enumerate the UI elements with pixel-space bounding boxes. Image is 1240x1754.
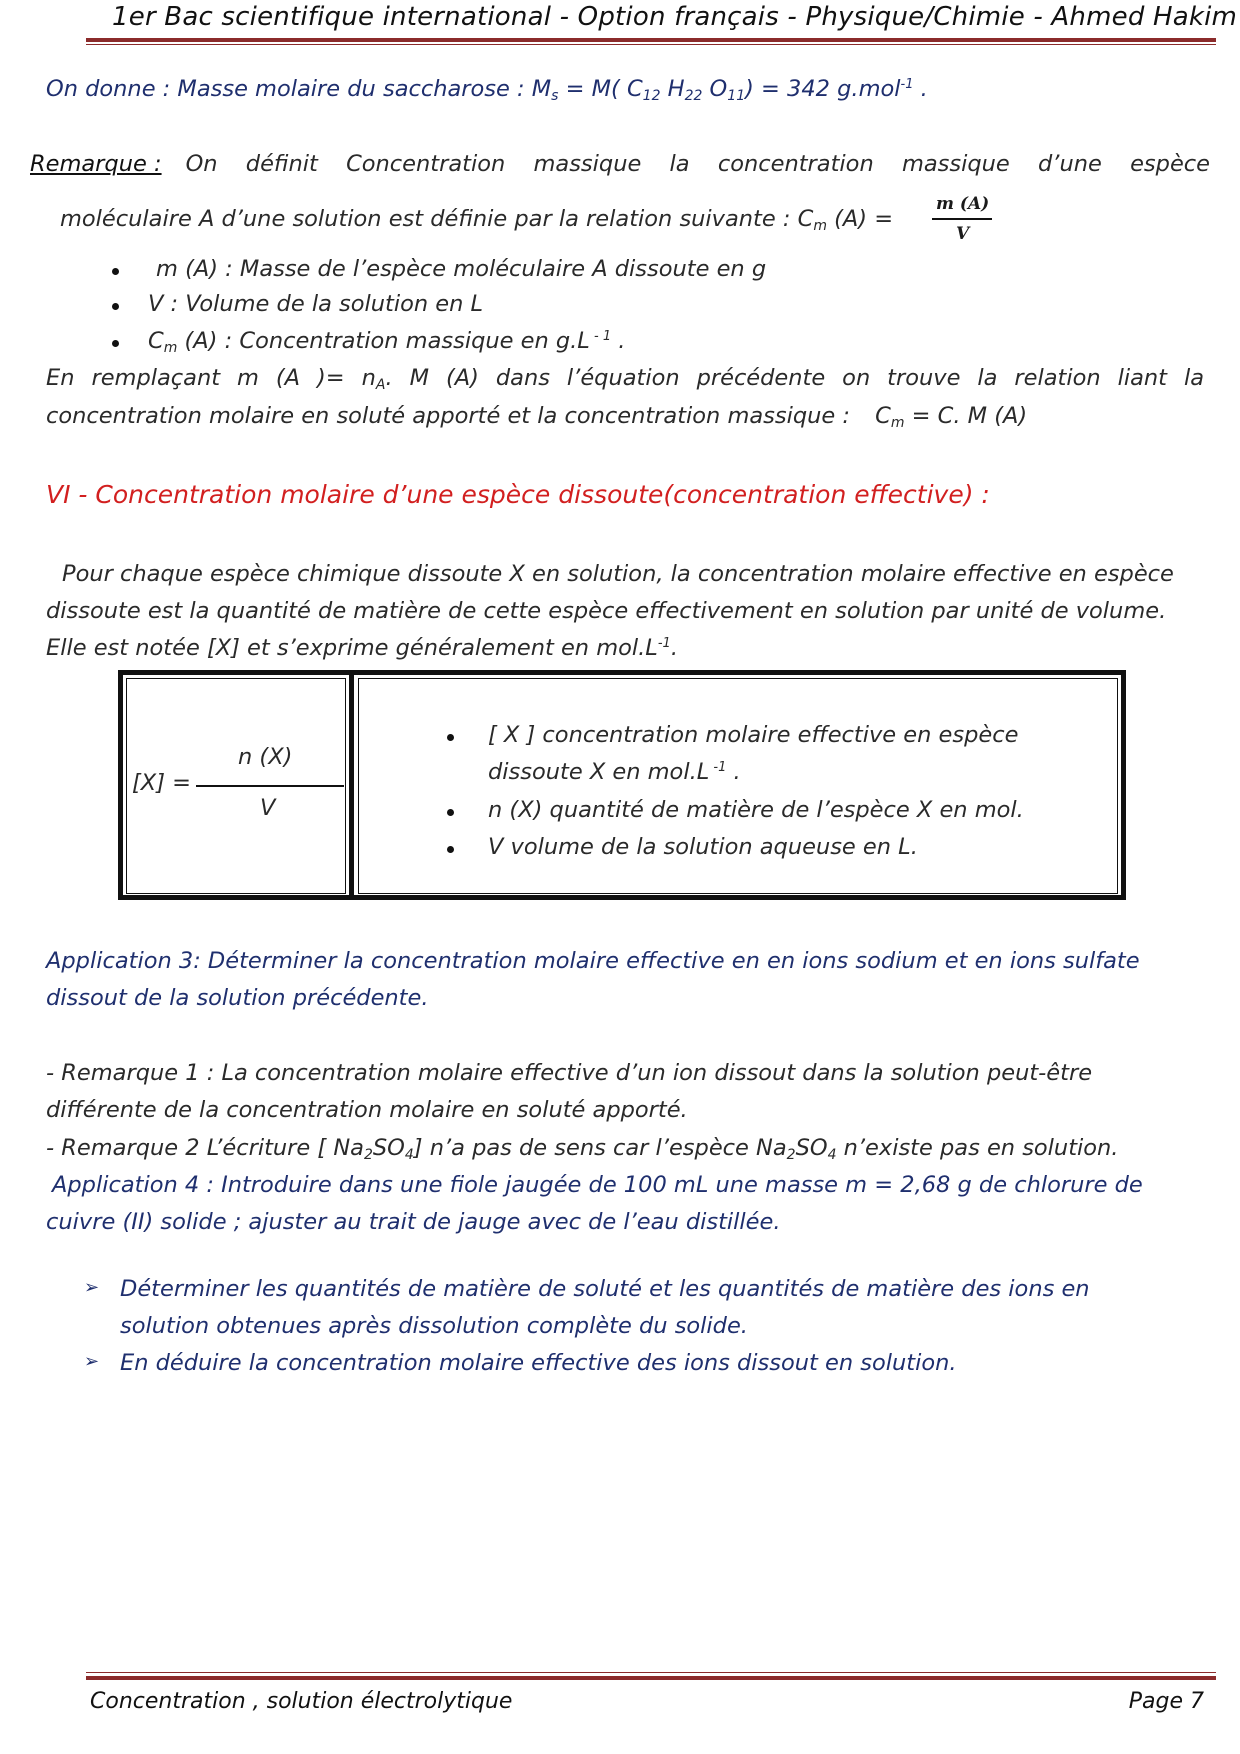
bullet-dot <box>447 734 454 741</box>
remark-1-line-2: différente de la concentration molaire en soluté apporté. <box>46 1097 688 1123</box>
application-4-line-2: cuivre (II) solide ; ajuster au trait de jauge avec de l’eau distillée. <box>46 1209 781 1235</box>
legend-item-1-line-2: dissoute X en mol.L $^{-1}$ . <box>488 759 741 785</box>
section-vi-para-line-1: Pour chaque espèce chimique dissoute X en solution, la concentration molaire effective en espèce <box>62 561 1174 587</box>
header-rule <box>86 38 1216 42</box>
molar-mass-line: On donne : Masse molaire du saccharose : $M_s = M$( $C_{12}$ $H_{22}$ $O_{11}) = 342$ g.mol$^{-1}$ . <box>46 76 928 104</box>
remarque-label: Remarque : <box>30 151 162 177</box>
page-header-title: 1er Bac scientifique international - Option français - Physique/Chimie - Ahmed Hakim <box>112 2 1238 32</box>
arrow-bullet-icon: ➢ <box>84 1351 100 1372</box>
legend-item-3: V volume de la solution aqueuse en L. <box>488 834 918 860</box>
remarque-line-2: moléculaire A d’une solution est définie par la relation suivante : $C_m$ (A) = <box>60 206 894 234</box>
formula-denominator: V <box>260 795 276 821</box>
header-rule-thin <box>86 44 1216 45</box>
bullet-dot <box>112 303 119 310</box>
remark-2: - Remarque 2 L’écriture [ $Na_2SO_4$] n’a pas de sens car l’espèce $Na_2SO_4$ n’existe pas en solution. <box>46 1135 1119 1163</box>
relation-formula: $C_m = C$. M (A) <box>875 403 1028 431</box>
application-4-line-1: Application 4 : Introduire dans une fiole jaugée de 100 mL une masse m = 2,68 g de chlorure de <box>52 1172 1143 1198</box>
formula-numerator: n (X) <box>238 744 293 770</box>
replacement-line-2: concentration molaire en soluté apporté et la concentration massique : $C_m = C$. M (A) <box>46 403 1028 431</box>
footer-chapter-title: Concentration , solution électrolytique <box>90 1689 513 1714</box>
section-vi-para-line-2: dissoute est la quantité de matière de cette espèce effectivement en solution par unité de volume. <box>46 598 1167 624</box>
bullet-dot <box>447 846 454 853</box>
mass-conc-fraction-numerator: m (A) <box>936 194 990 214</box>
page-number: Page 7 <box>1128 1689 1204 1714</box>
application-4-item-1-line-1: Déterminer les quantités de matière de soluté et les quantités de matière des ions en <box>120 1276 1090 1302</box>
bullet-volume: V : Volume de la solution en L <box>148 291 484 317</box>
legend-item-2: n (X) quantité de matière de l’espèce X en mol. <box>488 797 1024 823</box>
application-3-line-2: dissout de la solution précédente. <box>46 985 429 1011</box>
remark-1-line-1: - Remarque 1 : La concentration molaire effective d’un ion dissout dans la solution peut-être <box>46 1060 1093 1086</box>
bullet-dot <box>112 340 119 347</box>
fraction-bar <box>932 218 992 220</box>
formula-lhs: [X] = <box>132 770 191 796</box>
section-vi-para-line-3: Elle est notée [X] et s’exprime généralement en $mol.L^{-1}$. <box>46 635 678 661</box>
bullet-mass: m (A) : Masse de l’espèce moléculaire A dissoute en g <box>156 256 767 282</box>
arrow-bullet-icon: ➢ <box>84 1277 100 1298</box>
application-4-item-2: En déduire la concentration molaire effective des ions dissout en solution. <box>120 1350 957 1376</box>
legend-item-1-line-1: [ X ] concentration molaire effective en espèce <box>488 722 1019 748</box>
table-divider <box>349 672 354 898</box>
footer-rule <box>86 1676 1216 1680</box>
bullet-mass-concentration: $C_m$ (A) : Concentration massique en g.L $^{- 1}$ . <box>148 328 626 356</box>
bullet-dot <box>447 809 454 816</box>
application-3-line-1: Application 3: Déterminer la concentration molaire effective en en ions sodium et en ions sulfate <box>46 948 1140 974</box>
remarque-line-1: Remarque : On définit Concentration massique la concentration massique d’une espèce <box>30 151 1210 177</box>
bullet-dot <box>112 268 119 275</box>
application-4-item-1-line-2: solution obtenues après dissolution complète du solide. <box>120 1313 748 1339</box>
formula-fraction-bar <box>196 785 344 787</box>
mass-conc-fraction-denominator: V <box>956 224 970 244</box>
section-vi-heading: VI - Concentration molaire d’une espèce dissoute(concentration effective) : <box>46 480 990 509</box>
replacement-line-1: En remplaçant m (A )= $n_A$. M (A) dans l’équation précédente on trouve la relation liant la <box>46 365 1204 393</box>
footer-rule-thin <box>86 1672 1216 1673</box>
table-cell-legend <box>358 678 1118 894</box>
